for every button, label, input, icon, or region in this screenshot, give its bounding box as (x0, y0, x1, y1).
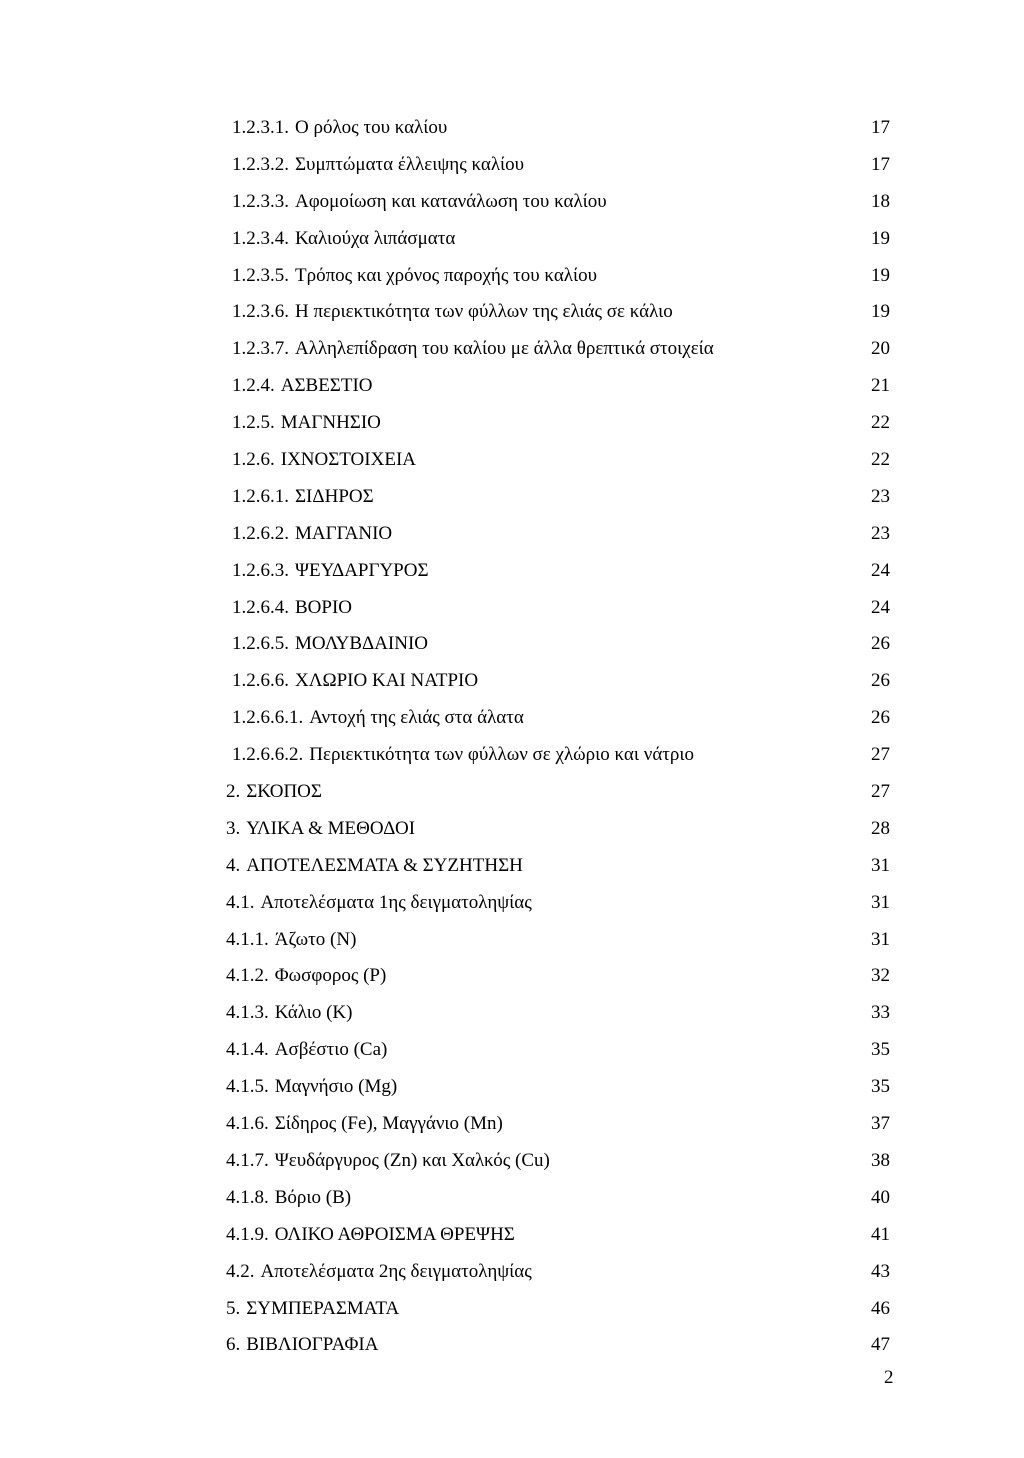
toc-entry-number: 1.2.6.6.2. (232, 744, 304, 766)
toc-entry-page: 38 (871, 1149, 890, 1171)
toc-entry-page: 37 (871, 1113, 890, 1135)
toc-entry-title: Αλληλεπίδραση του καλίου με άλλα θρεπτικά στοιχεία (295, 338, 714, 360)
toc-entry-number: 4.1.6. (226, 1113, 269, 1135)
toc-entry-heading (226, 811, 415, 848)
toc-entry-number: 2. (226, 781, 241, 803)
toc-entry-title: ΒΟΡΙΟ (295, 596, 353, 618)
toc-entry-number: 1.2.3.4. (232, 227, 289, 249)
toc-entry-page: 32 (871, 965, 890, 987)
toc-entry-number: 4.2. (226, 1260, 255, 1282)
toc-entry-title: ΑΠΟΤΕΛΕΣΜΑΤΑ & ΣΥΖΗΤΗΣΗ (246, 854, 523, 876)
toc-entry (0, 958, 1024, 995)
toc-entry-heading (232, 479, 374, 516)
toc-entry (0, 1106, 1024, 1143)
toc-entry-page: 28 (871, 817, 890, 839)
toc-entry-heading (226, 1106, 503, 1143)
toc-entry-heading (232, 516, 392, 553)
toc-entry-number: 1.2.6.1. (232, 485, 289, 507)
toc-entry-page: 40 (871, 1186, 890, 1208)
toc-entry-title: Φωσφορος (Ρ) (274, 965, 387, 987)
toc-entry (0, 331, 1024, 368)
toc-entry-page: 26 (871, 670, 890, 692)
toc-entry-page: 23 (871, 485, 890, 507)
toc-entry-heading (226, 885, 532, 922)
toc-entry-title: Αντοχή της ελιάς στα άλατα (309, 707, 524, 729)
toc-entry-title: Ασβέστιο (Ca) (274, 1039, 388, 1061)
toc-entry-number: 4.1. (226, 891, 255, 913)
toc-entry-heading (232, 294, 673, 331)
toc-entry-number: 1.2.3.2. (232, 153, 289, 175)
toc-entry (0, 1032, 1024, 1069)
toc-entry-page: 31 (871, 854, 890, 876)
toc-entry-page: 24 (871, 596, 890, 618)
toc-entry (0, 294, 1024, 331)
toc-entry-heading (226, 848, 523, 885)
toc-entry-title: Συμπτώματα έλλειψης καλίου (295, 153, 525, 175)
toc-entry-number: 1.2.6.6. (232, 670, 289, 692)
toc-entry-title: ΣΙΔΗΡΟΣ (295, 485, 374, 507)
toc-entry-number: 1.2.6.6.1. (232, 707, 304, 729)
toc-entry-title: Άζωτο (Ν) (274, 928, 357, 950)
toc-entry-number: 1.2.6.4. (232, 596, 289, 618)
toc-entry-number: 4.1.3. (226, 1002, 269, 1024)
toc-entry-page: 22 (871, 412, 890, 434)
toc-entry-page: 35 (871, 1076, 890, 1098)
toc-entry-title: ΧΛΩΡΙΟ ΚΑΙ ΝΑΤΡΙΟ (295, 670, 479, 692)
toc-entry-number: 4.1.4. (226, 1039, 269, 1061)
toc-entry (0, 479, 1024, 516)
toc-entry-title: ΜΑΓΓΑΝΙΟ (295, 522, 393, 544)
toc-entry-title: ΒΙΒΛΙΟΓΡΑΦΙΑ (246, 1334, 379, 1356)
toc-entry (0, 774, 1024, 811)
toc-entry (0, 626, 1024, 663)
toc-entry-title: ΑΣΒΕΣΤΙΟ (280, 375, 373, 397)
toc-entry-title: Αφομοίωση και κατανάλωση του καλίου (295, 190, 607, 212)
toc-entry-heading (226, 958, 386, 995)
toc-entry (0, 590, 1024, 627)
toc-entry-heading (226, 1180, 351, 1217)
toc-entry-page: 19 (871, 227, 890, 249)
toc-entry-number: 4.1.7. (226, 1149, 269, 1171)
toc-entry-page: 47 (871, 1334, 890, 1356)
toc-entry-heading (232, 700, 524, 737)
toc-entry (0, 811, 1024, 848)
toc-entry (0, 700, 1024, 737)
toc-entry (0, 922, 1024, 959)
toc-entry-number: 1.2.3.5. (232, 264, 289, 286)
toc-entry-number: 4.1.9. (226, 1223, 269, 1245)
toc-entry-heading (232, 368, 373, 405)
toc-entry-page: 35 (871, 1039, 890, 1061)
toc-entry-title: Κάλιο (Κ) (274, 1002, 353, 1024)
toc-entry-title: Μαγνήσιο (Mg) (274, 1076, 398, 1098)
toc-entry-title: Η περιεκτικότητα των φύλλων της ελιάς σε κάλιο (295, 301, 673, 323)
toc-entry-title: ΣΚΟΠΟΣ (246, 781, 322, 803)
toc-entry-number: 1.2.3.7. (232, 338, 289, 360)
toc-entry-page: 17 (871, 117, 890, 138)
toc-entry-heading (226, 1069, 397, 1106)
toc-entry-page: 31 (871, 891, 890, 913)
toc-entry-page: 24 (871, 559, 890, 581)
toc-entry-heading (226, 922, 356, 959)
toc-entry-heading (232, 331, 714, 368)
toc-entry-heading (226, 1143, 550, 1180)
toc-entry-number: 5. (226, 1297, 241, 1319)
toc-entry-heading (232, 110, 447, 147)
toc-entry-number: 1.2.3.1. (232, 117, 289, 138)
toc-entry (0, 1069, 1024, 1106)
toc-entry-heading (226, 1327, 378, 1364)
page-number: 2 (884, 1367, 894, 1388)
toc-entry-title: Αποτελέσματα 1ης δειγματοληψίας (260, 891, 532, 913)
toc-entry-number: 4.1.2. (226, 965, 269, 987)
toc-entry-heading (232, 590, 352, 627)
toc-entry (0, 1254, 1024, 1291)
toc-entry-page: 26 (871, 633, 890, 655)
toc-entry-title: Ψευδάργυρος (Zn) και Χαλκός (Cu) (274, 1149, 550, 1171)
toc-entry-page: 27 (871, 781, 890, 803)
toc-entry-page: 18 (871, 190, 890, 212)
toc-entry-heading (232, 221, 455, 258)
toc-entry-title: ΨΕΥΔΑΡΓΥΡΟΣ (295, 559, 429, 581)
toc-entry-number: 1.2.4. (232, 375, 275, 397)
toc-entry-title: Αποτελέσματα 2ης δειγματοληψίας (260, 1260, 532, 1282)
toc-entry-page: 19 (871, 301, 890, 323)
toc-entry-page: 31 (871, 928, 890, 950)
toc-entry-title: ΙΧΝΟΣΤΟΙΧΕΙΑ (280, 449, 416, 471)
toc-entry-number: 1.2.6. (232, 449, 275, 471)
toc-entry (0, 516, 1024, 553)
toc-entry (0, 663, 1024, 700)
toc-entry (0, 1327, 1024, 1364)
table-of-contents (0, 110, 1024, 1364)
toc-entry-heading (226, 1032, 387, 1069)
toc-entry-heading (226, 995, 352, 1032)
toc-entry-heading (232, 442, 416, 479)
toc-entry-title: Βόριο (Β) (274, 1186, 352, 1208)
toc-entry-heading (232, 663, 478, 700)
toc-entry-title: ΜΟΛΥΒΔΑΙΝΙΟ (295, 633, 429, 655)
toc-entry-number: 1.2.3.3. (232, 190, 289, 212)
toc-entry-heading (232, 184, 607, 221)
toc-entry-heading (226, 1291, 399, 1328)
toc-entry-page: 41 (871, 1223, 890, 1245)
toc-entry (0, 553, 1024, 590)
toc-entry-page: 46 (871, 1297, 890, 1319)
toc-entry-page: 17 (871, 153, 890, 175)
toc-entry-page: 19 (871, 264, 890, 286)
toc-entry-heading (232, 258, 597, 295)
toc-entry-page: 33 (871, 1002, 890, 1024)
toc-entry (0, 1291, 1024, 1328)
toc-entry-title: ΥΛΙΚΑ & ΜΕΘΟΔΟΙ (246, 817, 416, 839)
toc-entry-title: Σίδηρος (Fe), Μαγγάνιο (Mn) (274, 1113, 503, 1135)
toc-entry-page: 27 (871, 744, 890, 766)
toc-entry-number: 4.1.1. (226, 928, 269, 950)
toc-entry-title: ΜΑΓΝΗΣΙΟ (280, 412, 381, 434)
toc-entry-number: 3. (226, 817, 241, 839)
toc-entry (0, 1217, 1024, 1254)
toc-entry (0, 368, 1024, 405)
toc-entry-page: 21 (871, 375, 890, 397)
toc-entry-page: 26 (871, 707, 890, 729)
toc-entry (0, 221, 1024, 258)
toc-entry-title: ΟΛΙΚΟ ΑΘΡΟΙΣΜΑ ΘΡΕΨΗΣ (274, 1223, 515, 1245)
toc-entry-page: 20 (871, 338, 890, 360)
toc-entry-heading (232, 626, 428, 663)
toc-entry-number: 1.2.6.5. (232, 633, 289, 655)
toc-entry (0, 184, 1024, 221)
toc-entry (0, 1180, 1024, 1217)
toc-entry-page: 43 (871, 1260, 890, 1282)
toc-entry-heading (226, 1254, 532, 1291)
toc-entry-number: 1.2.6.3. (232, 559, 289, 581)
toc-entry (0, 258, 1024, 295)
toc-entry-number: 1.2.3.6. (232, 301, 289, 323)
toc-entry-number: 4. (226, 854, 241, 876)
toc-entry-heading (232, 147, 524, 184)
toc-entry-number: 4.1.8. (226, 1186, 269, 1208)
toc-entry-title: Καλιούχα λιπάσματα (295, 227, 456, 249)
toc-entry (0, 885, 1024, 922)
toc-entry (0, 995, 1024, 1032)
toc-entry-number: 6. (226, 1334, 241, 1356)
toc-entry-number: 1.2.5. (232, 412, 275, 434)
toc-entry-number: 4.1.5. (226, 1076, 269, 1098)
toc-entry (0, 442, 1024, 479)
toc-entry (0, 737, 1024, 774)
toc-entry-heading (226, 774, 322, 811)
toc-entry-title: ΣΥΜΠΕΡΑΣΜΑΤΑ (246, 1297, 400, 1319)
toc-entry-page: 23 (871, 522, 890, 544)
toc-entry-title: Τρόπος και χρόνος παροχής του καλίου (295, 264, 598, 286)
toc-entry (0, 848, 1024, 885)
toc-entry-heading (232, 553, 429, 590)
toc-entry-title: Περιεκτικότητα των φύλλων σε χλώριο και νάτριο (309, 744, 694, 766)
toc-entry-heading (232, 405, 381, 442)
toc-entry (0, 405, 1024, 442)
toc-entry-page: 22 (871, 449, 890, 471)
toc-entry-heading (232, 737, 694, 774)
toc-entry (0, 110, 1024, 147)
toc-entry-title: Ο ρόλος του καλίου (295, 117, 448, 138)
toc-entry-heading (226, 1217, 515, 1254)
toc-entry (0, 1143, 1024, 1180)
toc-entry (0, 147, 1024, 184)
toc-entry-number: 1.2.6.2. (232, 522, 289, 544)
